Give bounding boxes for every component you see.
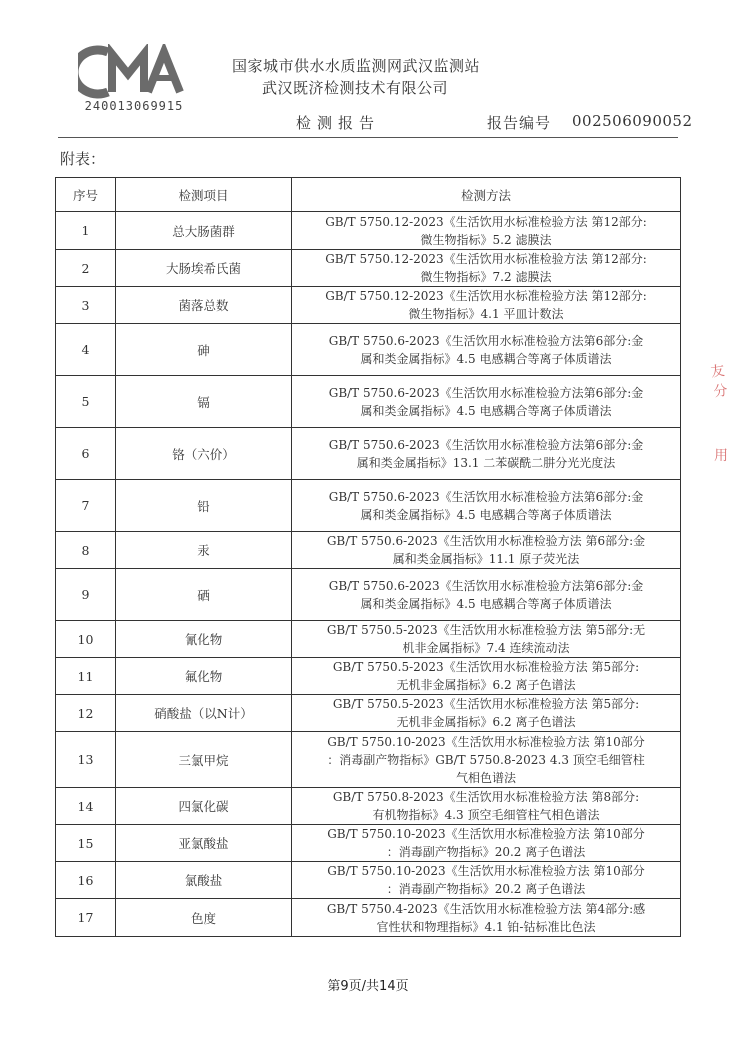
- table-row: [56, 324, 681, 376]
- method-line: 微生物指标》5.2 滤膜法: [420, 232, 552, 247]
- cell-item: 铬（六价）: [116, 428, 292, 480]
- method-line: 机非金属指标》7.4 连续流动法: [402, 641, 570, 655]
- table-row: [56, 480, 681, 532]
- cell-method: [292, 695, 681, 732]
- cell-item: 氟化物: [116, 658, 292, 695]
- cell-method: [292, 899, 681, 937]
- cell-item: 镉: [116, 376, 292, 428]
- method-line: GB/T 5750.5-2023《生活饮用水标准检验方法 第5部分:: [332, 697, 640, 711]
- table-row: [56, 250, 681, 287]
- table-row: [56, 695, 681, 732]
- table-row: [56, 376, 681, 428]
- cell-item: 大肠埃希氏菌: [116, 250, 292, 287]
- method-line: 有机物指标》4.3 顶空毛细管柱气相色谱法: [372, 808, 600, 822]
- cell-no: 13: [56, 732, 116, 788]
- cell-no: 1: [56, 212, 116, 250]
- cell-item: 菌落总数: [116, 287, 292, 324]
- method-table: [55, 177, 681, 937]
- method-line: GB/T 5750.6-2023《生活饮用水标准检验方法第6部分:金: [328, 333, 644, 348]
- method-line: GB/T 5750.10-2023《生活饮用水标准检验方法 第10部分: [327, 864, 645, 878]
- method-line: 属和类金属指标》4.5 电感耦合等离子体质谱法: [360, 403, 612, 418]
- method-line: ：消毒副产物指标》20.2 离子色谱法: [386, 845, 586, 859]
- annex-label: 附表：: [60, 150, 106, 168]
- method-line: GB/T 5750.5-2023《生活饮用水标准检验方法 第5部分:无: [326, 623, 646, 637]
- cell-item: 铅: [116, 480, 292, 532]
- method-line: GB/T 5750.6-2023《生活饮用水标准检验方法第6部分:金: [328, 385, 644, 400]
- cell-item: 氰化物: [116, 621, 292, 658]
- method-line: 无机非金属指标》6.2 离子色谱法: [396, 715, 576, 729]
- table-row: [56, 862, 681, 899]
- method-line: GB/T 5750.4-2023《生活饮用水标准检验方法 第4部分:感: [326, 901, 646, 916]
- cell-item: 四氯化碳: [116, 788, 292, 825]
- table-row: [56, 899, 681, 937]
- method-line: 属和类金属指标》11.1 原子荧光法: [392, 552, 580, 566]
- method-line: GB/T 5750.5-2023《生活饮用水标准检验方法 第5部分:: [332, 660, 640, 674]
- report-number-label: 报告编号: [487, 114, 552, 132]
- header-divider: [58, 137, 678, 138]
- cell-method: [292, 480, 681, 532]
- method-line: 属和类金属指标》4.5 电感耦合等离子体质谱法: [360, 596, 612, 611]
- table-row: [56, 212, 681, 250]
- cell-item: 硝酸盐（以N计）: [116, 695, 292, 732]
- cell-method: [292, 569, 681, 621]
- method-line: GB/T 5750.10-2023《生活饮用水标准检验方法 第10部分: [327, 827, 645, 841]
- cell-method: [292, 428, 681, 480]
- table-row: [56, 788, 681, 825]
- cell-item: 总大肠菌群: [116, 212, 292, 250]
- cell-method: [292, 732, 681, 788]
- cell-item: 亚氯酸盐: [116, 825, 292, 862]
- table-row: [56, 428, 681, 480]
- cell-method: [292, 658, 681, 695]
- method-line: GB/T 5750.6-2023《生活饮用水标准检验方法第6部分:金: [328, 578, 644, 593]
- org-name-line2: 武汉既济检测技术有限公司: [262, 79, 449, 97]
- header-cell-method: 检测方法: [292, 178, 681, 212]
- table-row: [56, 825, 681, 862]
- cell-item: 三氯甲烷: [116, 732, 292, 788]
- method-line: 气相色谱法: [455, 770, 516, 785]
- method-line: GB/T 5750.6-2023《生活饮用水标准检验方法第6部分:金: [328, 437, 644, 452]
- table-row: [56, 658, 681, 695]
- table-row: [56, 532, 681, 569]
- cell-item: 汞: [116, 532, 292, 569]
- cell-method: [292, 212, 681, 250]
- cell-method: [292, 862, 681, 899]
- cert-number: 240013069915: [84, 99, 184, 113]
- cell-no: 7: [56, 480, 116, 532]
- method-line: 属和类金属指标》4.5 电感耦合等离子体质谱法: [360, 351, 612, 366]
- cell-no: 4: [56, 324, 116, 376]
- cell-method: [292, 621, 681, 658]
- cell-no: 6: [56, 428, 116, 480]
- page-number: 第9页/共14页: [327, 979, 409, 994]
- method-line: GB/T 5750.12-2023《生活饮用水标准检验方法 第12部分:: [325, 252, 647, 266]
- method-line: GB/T 5750.12-2023《生活饮用水标准检验方法 第12部分:: [325, 214, 647, 229]
- method-line: GB/T 5750.12-2023《生活饮用水标准检验方法 第12部分:: [325, 289, 647, 303]
- cell-method: [292, 250, 681, 287]
- cell-no: 10: [56, 621, 116, 658]
- cell-method: [292, 324, 681, 376]
- cell-method: [292, 287, 681, 324]
- cell-no: 16: [56, 862, 116, 899]
- cell-method: [292, 376, 681, 428]
- cell-no: 15: [56, 825, 116, 862]
- method-line: GB/T 5750.10-2023《生活饮用水标准检验方法 第10部分: [327, 734, 645, 749]
- method-line: ：消毒副产物指标》20.2 离子色谱法: [386, 882, 586, 896]
- cell-item: 硒: [116, 569, 292, 621]
- doc-type-title: 检测报告: [296, 114, 381, 132]
- cell-no: 14: [56, 788, 116, 825]
- cell-no: 5: [56, 376, 116, 428]
- cell-no: 17: [56, 899, 116, 937]
- table-row: [56, 287, 681, 324]
- table-row: [56, 732, 681, 788]
- method-line: 属和类金属指标》13.1 二苯碳酰二肼分光光度法: [356, 455, 616, 470]
- cell-method: [292, 788, 681, 825]
- cell-no: 11: [56, 658, 116, 695]
- cell-no: 3: [56, 287, 116, 324]
- method-line: GB/T 5750.6-2023《生活饮用水标准检验方法 第6部分:金: [326, 534, 646, 548]
- cell-method: [292, 532, 681, 569]
- method-line: 官性状和物理指标》4.1 铂-钴标准比色法: [376, 919, 596, 934]
- header-cell-no: 序号: [56, 178, 116, 212]
- table-row: [56, 621, 681, 658]
- method-line: 属和类金属指标》4.5 电感耦合等离子体质谱法: [360, 507, 612, 522]
- cell-no: 12: [56, 695, 116, 732]
- method-line: 微生物指标》7.2 滤膜法: [420, 270, 552, 284]
- method-line: 无机非金属指标》6.2 离子色谱法: [396, 678, 576, 692]
- table-row: [56, 569, 681, 621]
- method-line: 微生物指标》4.1 平皿计数法: [408, 307, 564, 321]
- cell-item: 砷: [116, 324, 292, 376]
- method-line: GB/T 5750.8-2023《生活饮用水标准检验方法 第8部分:: [332, 790, 640, 804]
- org-name-line1: 国家城市供水水质监测网武汉监测站: [232, 57, 481, 75]
- method-line: ：消毒副产物指标》GB/T 5750.8-2023 4.3 顶空毛细管柱: [327, 752, 645, 767]
- seal-fragment: 友分: [709, 362, 729, 401]
- cell-item: 氯酸盐: [116, 862, 292, 899]
- seal-fragment: 用: [714, 448, 728, 464]
- cell-no: 2: [56, 250, 116, 287]
- cell-no: 8: [56, 532, 116, 569]
- report-number-value: 002506090052: [572, 112, 693, 130]
- cell-no: 9: [56, 569, 116, 621]
- cell-method: [292, 825, 681, 862]
- header-cell-item: 检测项目: [116, 178, 292, 212]
- cma-logo: [78, 44, 188, 114]
- cell-item: 色度: [116, 899, 292, 937]
- method-line: GB/T 5750.6-2023《生活饮用水标准检验方法第6部分:金: [328, 489, 644, 504]
- table-header-row: [56, 178, 681, 212]
- cma-mark-icon: [78, 44, 190, 100]
